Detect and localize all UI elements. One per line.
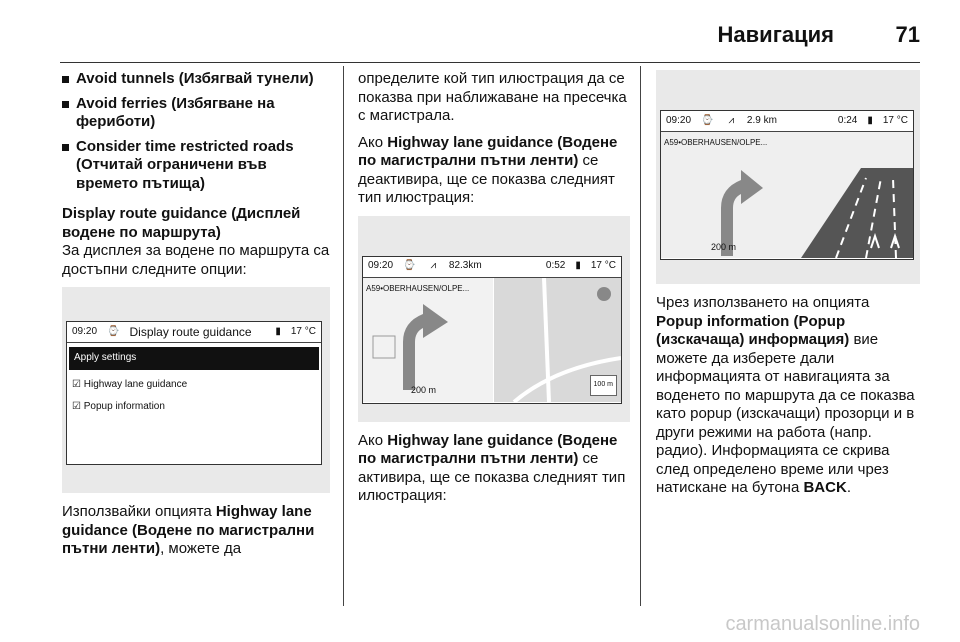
screenshot-no-lane-guidance [358,216,630,422]
status-bar: 09:20 ⌚ ⩘ 2.9 km 0:24 ▮ 17 °C [661,111,913,132]
bullet-item: Avoid ferries (Избягване на фериботи) [62,95,330,132]
status-bar: 09:20 ⌚ ⩘ 82.3km 0:52 ▮ 17 °C [363,257,621,278]
checkbox-icon: ☑ [72,378,84,390]
road-icon: ⩘ [728,114,737,126]
paragraph: Използвайки опцията Highway lane guidance (Водене по магистрални пътни ленти), можете да [62,503,315,557]
back-button-label: BACK [803,479,847,496]
lane-view [661,132,913,258]
paragraph: Ако Highway lane guidance (Водене по магистрални пътни ленти) се активира, ще се показва следният тип илюстрация: [358,431,626,504]
turn-distance: 200 m [711,241,737,252]
turn-distance: 200 m [411,385,437,395]
thermometer-icon: ▮ [275,325,281,337]
road-icon: ⩘ [430,260,439,272]
page-number: 71 [895,22,920,47]
thermometer-icon: ▮ [575,260,581,272]
column-divider [343,66,344,606]
paragraph: Чрез използването на опцията Popup information (Popup (изскачаща) информация) вие можете да изберете дали информацията от навигацията за воденето по маршрута да се показва като popup (изскачащи) прозорци и в други режими на работа (напр. радио). Информацията се скрива след определено време или чрез натискане на бутона BACK. [656,294,915,496]
paragraph: Ако Highway lane guidance (Водене по магистрални пътни ленти) се деактивира, ще се показва следният тип илюстрация: [358,133,618,206]
clock-icon: ⌚ [701,114,714,126]
thermometer-icon: ▮ [867,114,873,126]
turn-panel [363,278,493,402]
map-view [494,278,621,402]
option-popup: ☑ Popup information [72,401,165,412]
paragraph: определите кой тип илюстрация да се показва при наближаване на пресечка с магистрала. [358,70,627,124]
map-scale: 100 m [590,375,617,396]
page-header [60,0,920,63]
screenshot-route-guidance [62,287,330,493]
status-bar: 09:20 ⌚ Display route guidance ▮ 17 °C [67,322,321,343]
clock-icon: ⌚ [403,260,416,272]
column-3 [656,70,920,506]
checkbox-icon: ☑ [72,401,84,412]
bullet-item: Avoid tunnels (Избягвай тунели) [62,70,330,89]
screenshot-lane-guidance [656,70,920,284]
column-1 [62,70,330,567]
column-2 [358,70,630,514]
column-divider [640,66,641,606]
distance: ⩘ 2.9 km [718,112,832,131]
option-highway-lane: ☑ Highway lane guidance [72,378,188,390]
turn-arrow-icon [363,292,493,392]
paragraph: За дисплея за водене по маршрута са достъпни следните опции: [62,242,330,278]
clock-icon: ⌚ [107,325,120,337]
section-heading: Display route guidance (Дисплей водене по маршрута) [62,205,301,241]
page-title: Навигация [717,22,834,47]
bullet-item: Consider time restricted roads (Отчитай ограничени във времето пътища) [62,138,330,194]
lane-illustration [661,148,913,258]
distance: ⩘ 82.3km [420,257,540,276]
road-name: A59•OBERHAUSEN/OLPE... [664,138,768,147]
road-name: A59•OBERHAUSEN/OLPE... [366,283,470,293]
menu-header: Apply settings [69,347,319,370]
watermark: carmanualsonline.info [725,613,920,635]
